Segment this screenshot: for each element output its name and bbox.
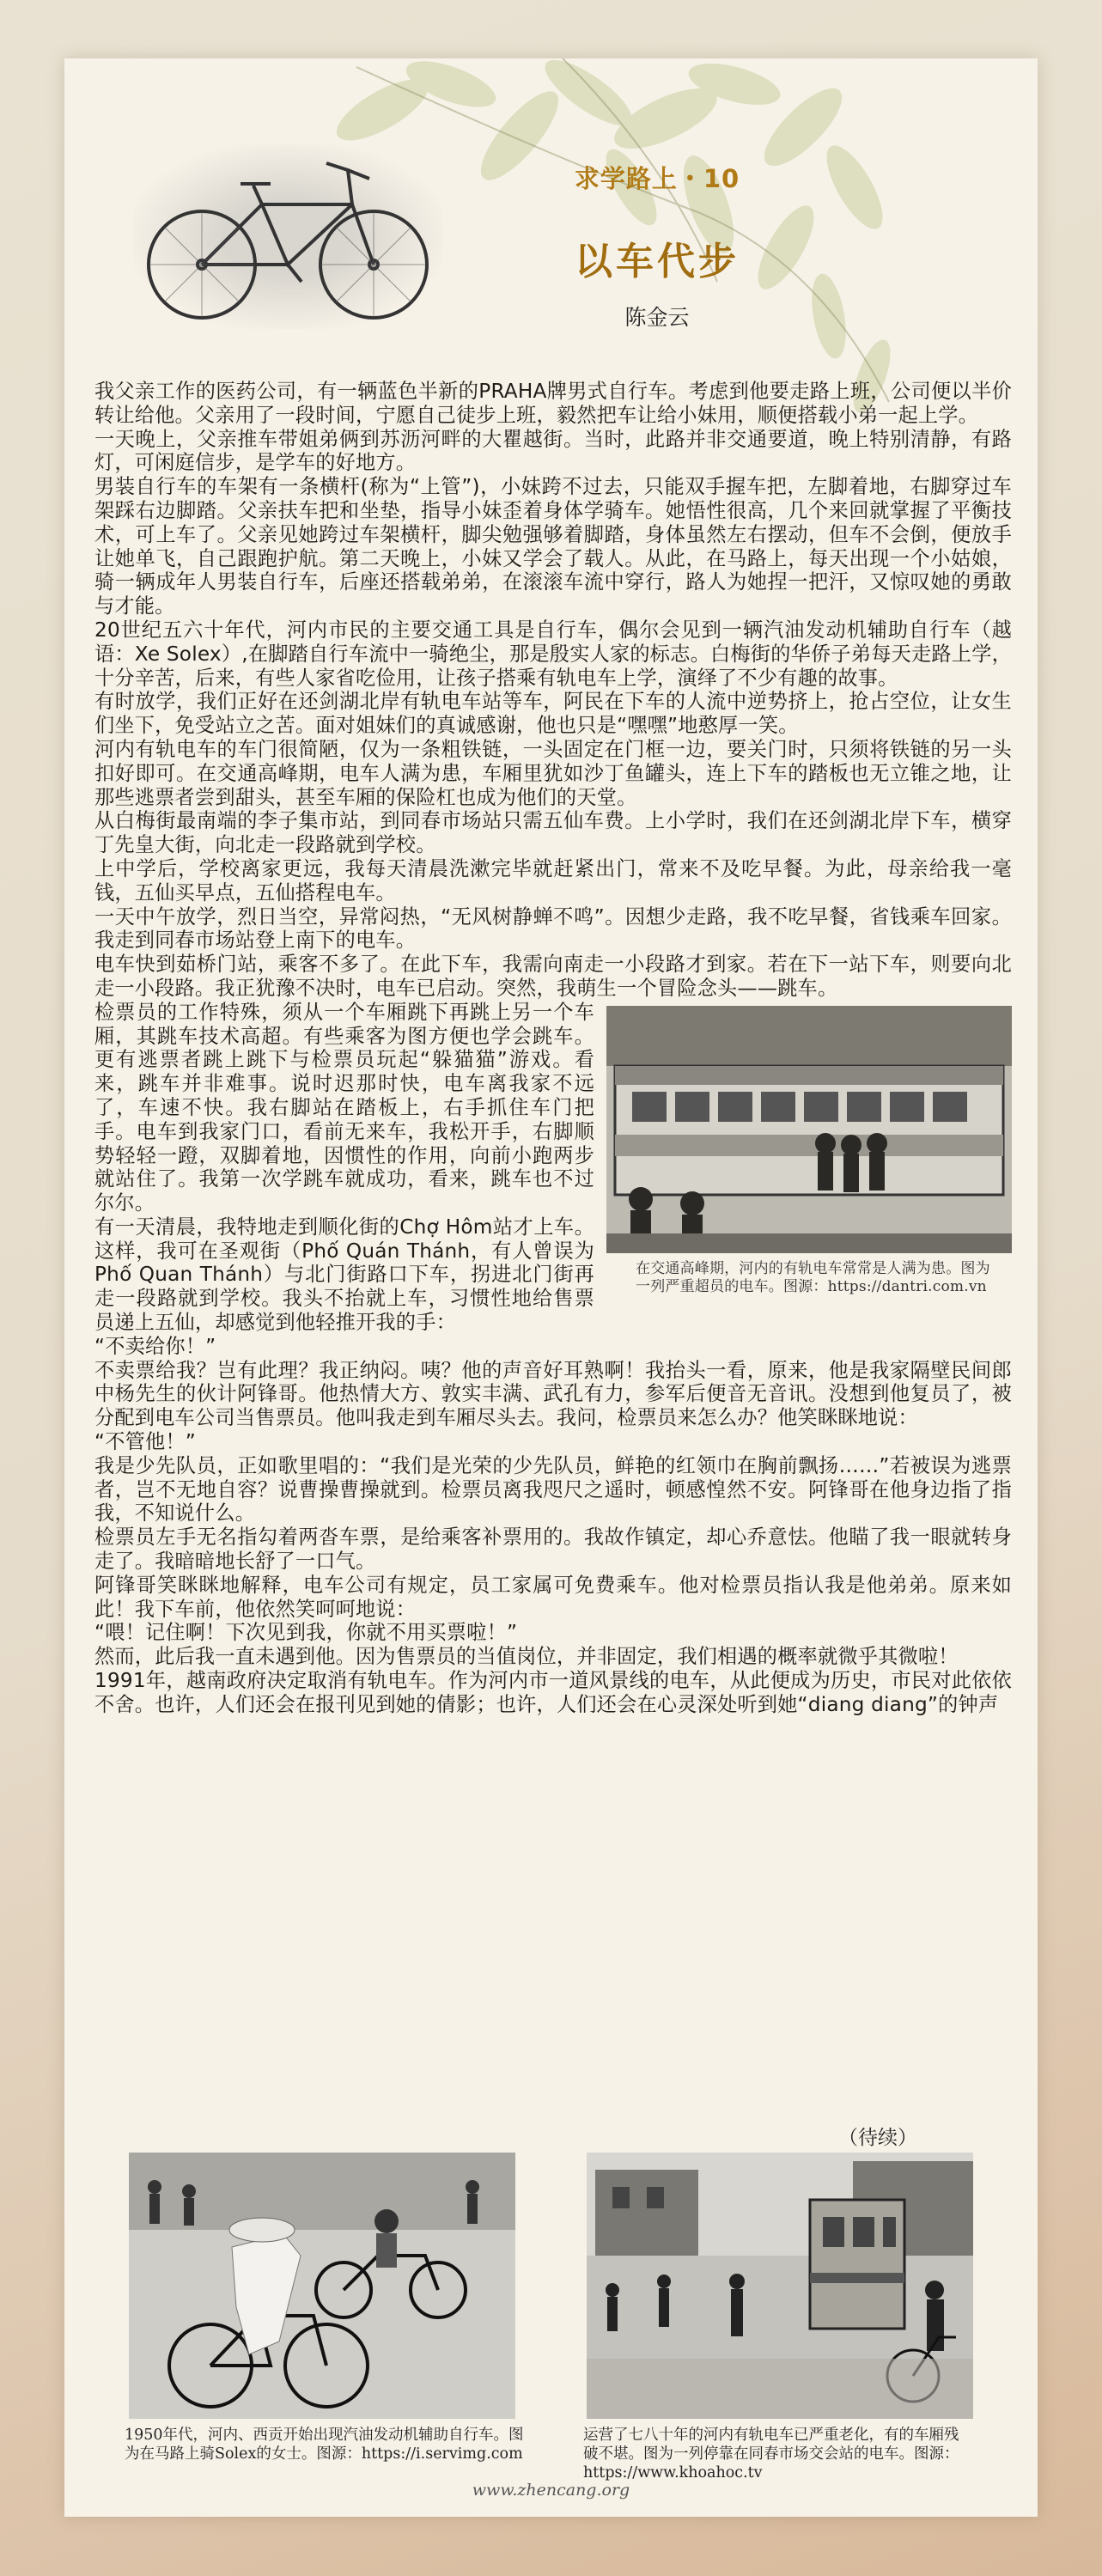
paragraph: 河内有轨电车的车门很简陋，仅为一条粗铁链，一头固定在门框一边，要关门时，只须将铁链的另一头扣好即可。在交通高峰期，电车人满为患，车厢里犹如沙丁鱼罐头，连上下车的踏板也无立锥之地，让那些逃票者尝到甜头，甚至车厢的保险杠也成为他们的天堂。 <box>94 737 1012 809</box>
vintage-bicycle-photo <box>133 144 442 329</box>
paragraph: 1991年，越南政府决定取消有轨电车。作为河内市一道风景线的电车，从此便成为历史，市民对此依依不舍。也许，人们还会在报刊见到她的倩影；也许，人们还会在心灵深处听到她“diang diang”的钟声 <box>94 1669 1012 1716</box>
paragraph: 从白梅街最南端的李子集市站，到同春市场站只需五仙车费。上小学时，我们在还剑湖北岸下车，横穿丁先皇大街，向北走一段路就到学校。 <box>94 809 1012 857</box>
article-author: 陈金云 <box>624 305 690 330</box>
paragraph: 男装自行车的车架有一条横杆(称为“上管”)，小妹跨不过去，只能双手握车把，左脚着地，右脚穿过车架踩右边脚踏。父亲扶车把和坐垫，指导小妹歪着身体学骑车。她悟性很高，几个来回就掌握了平衡技术，可上车了。父亲见她跨过车架横杆，脚尖勉强够着脚踏，身体虽然左右摆动，但车不会倒，便放手让她单飞，自己跟跑护航。第二天晚上，小妹又学会了载人。从此，在马路上，每天出现一个小姑娘，骑一辆成年人男装自行车，后座还搭载弟弟，在滚滚车流中穿行，路人为她捏一把汗，又惊叹她的勇敢与才能。 <box>94 475 1012 618</box>
paragraph: 阿锋哥笑眯眯地解释，电车公司有规定，员工家属可免费乘车。他对检票员指认我是他弟弟。原来如此！我下车前，他依然笑呵呵地说： <box>94 1573 1012 1621</box>
paragraph: 一天晚上，父亲推车带姐弟俩到苏沥河畔的大瞿越街。当时，此路并非交通要道，晚上特别清静，有路灯，可闲庭信步，是学车的好地方。 <box>94 427 1012 475</box>
tram-photo-figure <box>606 1006 1012 1313</box>
paragraph: 我是少先队员，正如歌里唱的：“我们是光荣的少先队员，鲜艳的红领巾在胸前飘扬……”若被误为逃票者，岂不无地自容？说曹操曹操就到。检票员离我咫尺之遥时，顿感惶然不安。阿锋哥在他身边指了指我，不知说什么。 <box>94 1453 1012 1526</box>
paragraph: 有时放学，我们正好在还剑湖北岸有轨电车站等车，阿民在下车的人流中逆势挤上，抢占空位，让女生们坐下，免受站立之苦。面对姐妹们的真诚感谢，他也只是“嘿嘿”地憨厚一笑。 <box>94 690 1012 738</box>
tram-depot-photo <box>587 2153 973 2419</box>
paragraph: 我父亲工作的医药公司，有一辆蓝色半新的PRAHA牌男式自行车。考虑到他要走路上班，公司便以半价转让给他。父亲用了一段时间，宁愿自己徒步上班，毅然把车让给小妹用，顺便搭载小弟一起上学。 <box>94 380 1012 427</box>
paragraph: 然而，此后我一直未遇到他。因为售票员的当值岗位，并非固定，我们相遇的概率就微乎其微啦！ <box>94 1645 959 1669</box>
paragraph: “不管他！” <box>94 1430 196 1454</box>
article-title: 以车代步 <box>575 240 740 283</box>
paragraph: 上中学后，学校离家更远，我每天清晨洗漱完毕就赶紧出门，常来不及吃早餐。为此，母亲给我一毫钱，五仙买早点，五仙搭程电车。 <box>94 856 1012 904</box>
paragraph: 检票员左手无名指勾着两沓车票，是给乘客补票用的。我故作镇定，却心乔意怯。他瞄了我一眼就转身走了。我暗暗地长舒了一口气。 <box>94 1526 1012 1574</box>
solex-caption: 1950年代，河内、西贡开始出现汽油发动机辅助自行车。图为在马路上骑Solex的女士。图源：https://i.servimg.com <box>125 2427 524 2463</box>
to-be-continued: （待续） <box>838 2127 917 2149</box>
tram-caption: 在交通高峰期，河内的有轨电车常常是人满为患。图为一列严重超员的电车。图源：https://dantri.com.vn <box>636 1259 990 1295</box>
paragraph: 一天中午放学，烈日当空，异常闷热，“无风树静蝉不鸣”。因想少走路，我不吃早餐，省钱乘车回家。我走到同春市场站登上南下的电车。 <box>94 904 1012 953</box>
paragraph: “喂！记住啊！下次见到我，你就不用买票啦！” <box>94 1621 518 1645</box>
solex-photo <box>129 2153 515 2419</box>
site-footer: www.zhencang.org <box>472 2481 630 2500</box>
paragraph: 检票员的工作特殊，须从一个车厢跳下再跳上另一个车厢，其跳车技术高超。有些乘客为图方便也学会跳车。更有逃票者跳上跳下与检票员玩起“躲猫猫”游戏。看来，跳车并非难事。说时迟那时快，电车离我家不远了，车速不快。我右脚站在踏板上，右手抓住车门把手。电车到我家门口，看前无来车，我松开手，右脚顺势轻轻一蹬，双脚着地，因惯性的作用，向前小跑两步就站住了。我第一次学跳车就成功，看来，跳车也不过尔尔。 <box>94 1000 594 1215</box>
article-body <box>94 380 1012 1717</box>
article-page <box>64 58 1038 2517</box>
paragraph: 不卖票给我？岂有此理？我正纳闷。咦？他的声音好耳熟啊！我抬头一看，原来，他是我家隔壁民间郎中杨先生的伙计阿锋哥。他热情大方、敦实丰满、武孔有力，参军后便音无音讯。没想到他复员了，被分配到电车公司当售票员。他叫我走到车厢尽头去。我问，检票员来怎么办？他笑眯眯地说： <box>94 1358 1012 1430</box>
paragraph: “不卖给你！” <box>94 1334 216 1358</box>
paragraph: 有一天清晨，我特地走到顺化街的Chợ Hôm站才上车。这样，我可在圣观街（Phố Quán Thánh，有人曾误为Phố Quan Thánh）与北门街路口下车，拐进北门街再走一段路就到学校。我头不抬就上车，习惯性地给售票员递上五仙，却感觉到他轻推开我的手： <box>94 1215 594 1335</box>
depot-caption: 运营了七八十年的河内有轨电车已严重老化，有的车厢残破不堪。图为一列停靠在同春市场交会站的电车。图源：https://www.khoahoc.tv <box>583 2427 959 2482</box>
paragraph: 电车快到茹桥门站，乘客不多了。在此下车，我需向南走一小段路才到家。若在下一站下车，则要向北走一小段路。我正犹豫不决时，电车已启动。突然，我萌生一个冒险念头——跳车。 <box>94 953 1012 1000</box>
paragraph: 20世纪五六十年代，河内市民的主要交通工具是自行车，偶尔会见到一辆汽油发动机辅助自行车（越语：Xe Solex）,在脚踏自行车流中一骑绝尘，那是殷实人家的标志。白梅街的华侨子弟每天走路上学，十分辛苦，后来，有些人家省吃俭用，让孩子搭乘有轨电车上学，演绎了不少有趣的故事。 <box>94 618 1012 690</box>
series-label: 求学路上・10 <box>574 164 740 193</box>
tram-photo <box>606 1006 1012 1253</box>
